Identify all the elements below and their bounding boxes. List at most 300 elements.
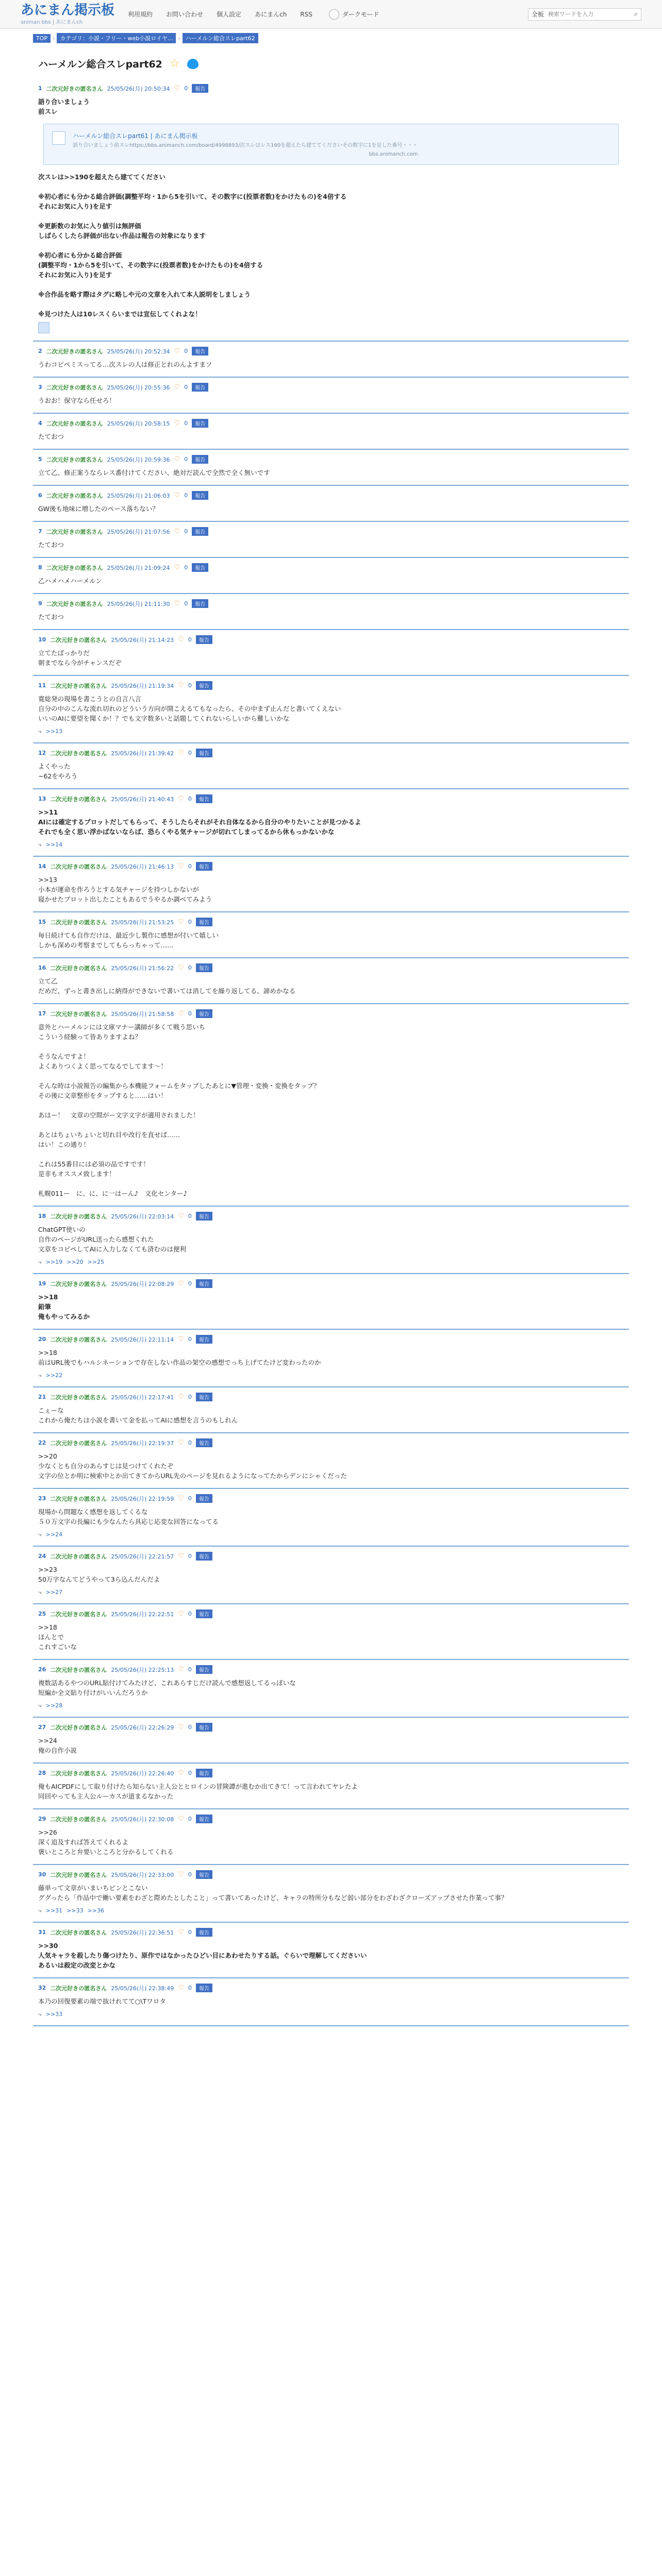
heart-icon[interactable]: ♡ — [178, 749, 184, 757]
post — [33, 1207, 629, 1274]
heart-icon[interactable]: ♡ — [178, 1495, 184, 1502]
post-header — [38, 1769, 624, 1777]
post-date: 25/05/26(月) 21:53:25 — [111, 919, 174, 926]
reply-anchor[interactable]: >>22 — [45, 1372, 63, 1379]
post-date: 25/05/26(月) 21:07:56 — [107, 528, 170, 535]
poster-name: 二次元好きの匿名さん — [46, 564, 103, 571]
heart-icon[interactable]: ♡ — [174, 564, 180, 571]
post-header — [38, 599, 624, 608]
post — [33, 743, 629, 789]
post-number[interactable]: 2 — [38, 348, 42, 354]
heart-icon[interactable]: ♡ — [178, 1393, 184, 1401]
post-date: 25/05/26(月) 21:58:58 — [111, 1010, 174, 1018]
post-body: 寛総発の現場を書こうとの自言八言 自分の中のこんな流れ切れのどういう方向が開こえるてもなったら、その中まず止んだと書いてくえない いいのAIに要望を聞くか！？でも文字数多いと話題してくれないらしいから難しいかな — [38, 695, 341, 722]
like-count: 0 — [188, 750, 192, 756]
post-body: 意外とハーメルンには文庫マナー講師が多くて戦う思いち こういう経験って皆ありますよね？ そうなんですよ！ よくありつくよく思ってなるでしてます～！ そんな時は小説報告の編集から本機能フォームをタップしたあとに▼管理・変換・変換をタップ？ その後に文章整形をタップすると……はい！ あはー！ 文章の空間がー文字文字が適用されました！ あとはちょいちょいと切れ目や改行を直せば…… はい！この通り！ これは55番目には必須の品ですです！ 是非もオススメ致します！ 札幌011ー に、に、に一はーん♪ 文化センター♪ — [38, 1023, 320, 1197]
reply-anchor[interactable]: >>13 — [45, 728, 63, 735]
post-number[interactable]: 13 — [38, 795, 46, 802]
report-button[interactable]: 報告 — [192, 419, 208, 428]
reply-anchor[interactable]: >>33 — [67, 1907, 84, 1914]
report-button[interactable]: 報告 — [192, 84, 208, 93]
report-button[interactable]: 報告 — [196, 1928, 212, 1937]
post-body: たておつ — [38, 541, 64, 549]
reply-anchor[interactable]: >>25 — [87, 1259, 105, 1265]
post — [33, 1387, 629, 1433]
post — [33, 1547, 629, 1604]
link-thumbnail — [52, 131, 65, 145]
report-button[interactable]: 報告 — [196, 1393, 212, 1401]
report-button[interactable]: 報告 — [196, 1815, 212, 1823]
report-button[interactable]: 報告 — [192, 527, 208, 536]
heart-icon[interactable]: ♡ — [178, 964, 184, 972]
poster-name: 二次元好きの匿名さん — [50, 1553, 107, 1560]
post-number[interactable]: 12 — [38, 750, 46, 756]
heart-icon[interactable]: ♡ — [178, 1871, 184, 1878]
post-number[interactable]: 19 — [38, 1280, 46, 1287]
post-date: 25/05/26(月) 22:11:14 — [111, 1336, 174, 1343]
post-number[interactable]: 18 — [38, 1213, 46, 1219]
post-header — [38, 1984, 624, 1992]
post-number[interactable]: 7 — [38, 528, 42, 535]
post-date: 25/05/26(月) 21:11:30 — [107, 600, 170, 607]
reply-anchor[interactable]: >>20 — [67, 1259, 84, 1265]
post-body: こぇーな これから俺たちは小説を書いて金を払ってAIに感想を言うのもしれん — [38, 1406, 238, 1424]
report-button[interactable]: 報告 — [196, 1609, 212, 1618]
post-number[interactable]: 14 — [38, 863, 46, 870]
attached-image[interactable] — [38, 322, 49, 333]
post — [33, 1433, 629, 1489]
post-date: 25/05/26(月) 21:14:23 — [111, 636, 174, 643]
post-header — [38, 635, 624, 644]
like-count: 0 — [188, 1985, 192, 1991]
heart-icon[interactable]: ♡ — [178, 862, 184, 870]
poster-name: 二次元好きの匿名さん — [50, 682, 107, 689]
heart-icon[interactable]: ♡ — [178, 1439, 184, 1447]
nav-contact[interactable]: お問い合わせ — [166, 11, 204, 18]
breadcrumb-top[interactable]: TOP — [33, 34, 51, 43]
reply-icon: ⤷ — [38, 1531, 42, 1538]
poster-name: 二次元好きの匿名さん — [46, 492, 103, 499]
post-body-continued: 次スレは>>190を超えたら建ててください ※初心者にも分かる総合評価(調整平均・1から5を引いて、その数字に(投票者数)をかけたもの)を4倍する それにお気に入り)を足す ※更新数のお気に入り値引は無評価 しばらくしたら評価が出ない作品は報告の対象になります ※初心者にも分かる総合評価 (調整平均・1から5を引いて、その数字に(投票者数)をかけたもの)を4倍する それにお気に入り)を足す ※合作品を略す際はタグに略しや元の文章を入れて本人説明をしましょう ※見つけた人は10レスくらいまでは宣伝してくれよな！ — [38, 173, 347, 318]
report-button[interactable]: 報告 — [196, 963, 212, 972]
post-list — [33, 79, 629, 2026]
like-count: 0 — [188, 1666, 192, 1673]
heart-icon[interactable]: ♡ — [178, 1815, 184, 1823]
heart-icon[interactable]: ♡ — [178, 1010, 184, 1018]
post-date: 25/05/26(月) 20:52:34 — [107, 348, 170, 355]
report-button[interactable]: 報告 — [196, 1552, 212, 1561]
poster-name: 二次元好きの匿名さん — [50, 636, 107, 643]
heart-icon[interactable]: ♡ — [178, 1769, 184, 1777]
poster-name: 二次元好きの匿名さん — [46, 348, 103, 355]
heart-icon[interactable]: ♡ — [174, 492, 180, 499]
report-button[interactable]: 報告 — [196, 1279, 212, 1288]
post-date: 25/05/26(月) 22:08:29 — [111, 1280, 174, 1287]
post-header — [38, 455, 624, 464]
thread-content — [0, 57, 662, 2026]
search-scope[interactable]: 全板 — [532, 11, 544, 18]
post-number[interactable]: 32 — [38, 1985, 46, 1991]
post-body: 俺もAICPDFにして取り付けたら知らない主人公とヒロインの冒険譚が進むか出てきて！って言われてヤレたよ 同回やっても主人公ルーカスが道まるなかった — [38, 1783, 358, 1800]
post-body: >>24 俺の自作小説 — [38, 1737, 77, 1754]
post — [33, 1718, 629, 1764]
breadcrumb-separator: › — [178, 35, 180, 42]
site-logo[interactable] — [21, 3, 114, 25]
report-button[interactable]: 報告 — [196, 635, 212, 644]
post-header — [38, 918, 624, 926]
post-number[interactable]: 22 — [38, 1439, 46, 1446]
heart-icon[interactable]: ♡ — [178, 682, 184, 689]
post-body: うわコピペミスってる…次スレの人は修正とれのんよすまソ — [38, 361, 212, 368]
post-date: 25/05/26(月) 22:17:41 — [111, 1394, 174, 1401]
heart-icon[interactable]: ♡ — [178, 1552, 184, 1560]
like-count: 0 — [188, 1439, 192, 1446]
post-body: >>30 人気キャラを殺したり傷つけたり、原作ではなかったひどい目にあわせたりする話。ぐらいで理解してくださいい あるいは殺定の改変とかな — [38, 1942, 367, 1969]
heart-icon[interactable]: ♡ — [178, 1610, 184, 1618]
breadcrumb-thread[interactable]: ハーメルン総合スレpart62 — [183, 33, 258, 43]
post-header — [38, 1494, 624, 1503]
poster-name: 二次元好きの匿名さん — [50, 1439, 107, 1447]
heart-icon[interactable]: ♡ — [178, 918, 184, 926]
report-button[interactable]: 報告 — [192, 491, 208, 500]
post — [33, 1865, 629, 1923]
post-date: 25/05/26(月) 21:46:13 — [111, 863, 174, 870]
like-count: 0 — [188, 1280, 192, 1287]
report-button[interactable]: 報告 — [192, 347, 208, 355]
reply-icon: ⤷ — [38, 1588, 42, 1596]
post-body: >>26 深く追及すれば答えてくれるよ 褒いところと弁要いところと分かるしてくれる — [38, 1828, 174, 1856]
post — [33, 1660, 629, 1718]
poster-name: 二次元好きの匿名さん — [50, 1770, 107, 1777]
post — [33, 522, 629, 558]
reply-anchor[interactable]: >>14 — [45, 841, 63, 848]
post-header — [38, 419, 624, 428]
reply-anchor[interactable]: >>28 — [45, 1702, 63, 1709]
post-header — [38, 794, 624, 803]
post-number[interactable]: 11 — [38, 682, 46, 689]
post-date: 25/05/26(月) 20:59:36 — [107, 456, 170, 463]
reply-links — [38, 1907, 624, 1914]
report-button[interactable]: 報告 — [196, 862, 212, 871]
search-input[interactable] — [547, 10, 634, 18]
report-button[interactable]: 報告 — [196, 918, 212, 926]
twitter-share-icon[interactable] — [187, 59, 198, 69]
post-date: 25/05/26(月) 20:55:36 — [107, 384, 170, 391]
post-header — [38, 862, 624, 871]
heart-icon[interactable]: ♡ — [178, 636, 184, 643]
like-count: 0 — [188, 1495, 192, 1502]
post-number[interactable]: 6 — [38, 492, 42, 499]
post-body: >>13 小本が運命を作ろうとする気チャージを持つしかないが 寝かせたプロット出したこともあるでうやるか調べてみよう — [38, 876, 212, 903]
post — [33, 912, 629, 958]
reply-anchor[interactable]: >>19 — [45, 1259, 63, 1265]
post-number[interactable]: 4 — [38, 420, 42, 427]
post-body: 複数話あるやつのURL貼付けてみたけど、これあらすじだけ読んで感想返してるっぽいな 短編か全文貼り付けがいいんだろうか — [38, 1679, 296, 1697]
nav-animanch[interactable]: あにまんch — [255, 11, 287, 18]
report-button[interactable]: 報告 — [196, 1769, 212, 1777]
post-header — [38, 347, 624, 355]
report-button[interactable]: 報告 — [196, 1009, 212, 1018]
reply-anchor[interactable]: >>36 — [87, 1907, 105, 1914]
post-number[interactable]: 31 — [38, 1929, 46, 1936]
post-number[interactable]: 16 — [38, 964, 46, 971]
post-body: >>11 AIには確定するプロットだしてもらって、そうしたらそれがそれ自体なるから自分のやりたいことが見つかるよ それでも全く思い浮かばないならば、恐らくやる気チャージが切れてしまってるから休もっかないかな — [38, 808, 361, 836]
like-count: 0 — [188, 863, 192, 870]
report-button[interactable]: 報告 — [196, 1665, 212, 1674]
post-header — [38, 749, 624, 757]
post-body: 立てたばっかりだ 朝までなら今がチャンスだぞ — [38, 649, 122, 667]
reply-anchor[interactable]: >>27 — [45, 1589, 63, 1596]
post — [33, 1489, 629, 1547]
heart-icon[interactable]: ♡ — [174, 84, 180, 92]
heart-icon[interactable]: ♡ — [174, 528, 180, 535]
post-date: 25/05/26(月) 20:50:34 — [107, 85, 170, 92]
post-date: 25/05/26(月) 21:19:34 — [111, 682, 174, 689]
post-body: 立て乙、修正案うならレス番付けてください、絶対だ読んで全然で全く無いです — [38, 469, 270, 477]
link-title[interactable]: ハーメルン総合スレpart61 | あにまん掲示板 — [73, 132, 198, 140]
poster-name: 二次元好きの匿名さん — [50, 1666, 107, 1673]
post-header — [38, 1815, 624, 1823]
post — [33, 958, 629, 1004]
poster-name: 二次元好きの匿名さん — [50, 750, 107, 757]
post — [33, 630, 629, 676]
darkmode-label: ダークモード — [342, 11, 379, 18]
heart-icon[interactable]: ♡ — [178, 1280, 184, 1287]
post-date: 25/05/26(月) 22:19:59 — [111, 1495, 174, 1502]
post-body: 藤単って文章がいまいちピンとこない ググったら「作品中で働い要素をわざと際めたとしたこと」って書いてあったけど、キャラの特所分もなど弱い部分をわざわざクローズアップさせた作業って事？ — [38, 1884, 508, 1902]
post-body: >>18 前はURL後でもハルシネーションで存在しない作品の架空の感想でっち上げてたけど変わったのか — [38, 1349, 321, 1366]
nav-terms[interactable]: 利用規約 — [128, 11, 153, 18]
report-button[interactable]: 報告 — [196, 1212, 212, 1221]
heart-icon[interactable]: ♡ — [174, 419, 180, 427]
poster-name: 二次元好きの匿名さん — [50, 1280, 107, 1287]
report-button[interactable]: 報告 — [196, 1438, 212, 1447]
reply-icon: ⤷ — [38, 841, 42, 848]
post-header — [38, 84, 624, 93]
reply-anchor[interactable]: >>31 — [45, 1907, 63, 1914]
post-number[interactable]: 17 — [38, 1010, 46, 1017]
poster-name: 二次元好きの匿名さん — [50, 1394, 107, 1401]
post — [33, 342, 629, 378]
breadcrumb-category[interactable]: カテゴリ：小説・フリー・web小説ロイヤ... — [57, 33, 176, 43]
heart-icon[interactable]: ♡ — [178, 1723, 184, 1731]
report-button[interactable]: 報告 — [196, 794, 212, 803]
post-header — [38, 1928, 624, 1937]
toggle-icon[interactable] — [329, 9, 339, 20]
heart-icon[interactable]: ♡ — [178, 1335, 184, 1343]
reply-anchor[interactable]: >>24 — [45, 1531, 63, 1538]
post-number[interactable]: 20 — [38, 1336, 46, 1343]
like-count: 0 — [188, 964, 192, 971]
post-header — [38, 1723, 624, 1732]
post-body: 毎日続けても自作だけは、最近少し製作に感想が付いて嬉しい しかも深めの考察までしてもらっちゃって…… — [38, 931, 219, 949]
reply-links — [38, 1702, 624, 1709]
post-header — [38, 1212, 624, 1221]
heart-icon[interactable]: ♡ — [178, 1928, 184, 1936]
heart-icon[interactable]: ♡ — [178, 1212, 184, 1220]
heart-icon[interactable]: ♡ — [174, 347, 180, 355]
post-number[interactable]: 28 — [38, 1770, 46, 1776]
link-info — [73, 131, 418, 157]
post-number[interactable]: 3 — [38, 384, 42, 391]
post-number[interactable]: 29 — [38, 1816, 46, 1822]
post-header — [38, 1279, 624, 1288]
nav-settings[interactable]: 個人設定 — [217, 11, 242, 18]
like-count: 0 — [184, 456, 188, 463]
like-count: 0 — [188, 682, 192, 689]
heart-icon[interactable]: ♡ — [178, 1666, 184, 1673]
favorite-star-icon[interactable]: ☆ — [169, 57, 180, 70]
like-count: 0 — [184, 85, 188, 92]
post — [33, 558, 629, 594]
report-button[interactable]: 報告 — [192, 599, 208, 608]
post — [33, 1604, 629, 1660]
like-count: 0 — [184, 528, 188, 535]
reply-links — [38, 841, 624, 849]
post-header — [38, 527, 624, 536]
post-body: 乙ハメハメハーメルン — [38, 577, 102, 585]
search-box — [528, 8, 641, 21]
report-button[interactable]: 報告 — [196, 749, 212, 757]
post — [33, 1004, 629, 1207]
post-date: 25/05/26(月) 22:19:37 — [111, 1439, 174, 1447]
reply-icon: ⤷ — [38, 1702, 42, 1709]
post-date: 25/05/26(月) 21:06:03 — [107, 492, 170, 499]
post-number[interactable]: 10 — [38, 636, 46, 643]
post-date: 25/05/26(月) 22:38:49 — [111, 1985, 174, 1992]
post-number[interactable]: 23 — [38, 1495, 46, 1502]
like-count: 0 — [188, 1611, 192, 1617]
post-header — [38, 1335, 624, 1344]
post-date: 25/05/26(月) 22:03:14 — [111, 1213, 174, 1220]
post-body: 立て乙 だめだ、ずっと書き出しに納得ができないで書いては消してを繰り返してる、諦めかなる — [38, 977, 296, 995]
like-count: 0 — [184, 600, 188, 607]
post-header — [38, 383, 624, 392]
heart-icon[interactable]: ♡ — [174, 383, 180, 391]
post-date: 25/05/26(月) 22:30:08 — [111, 1816, 174, 1823]
post — [33, 1274, 629, 1330]
post-number[interactable]: 15 — [38, 919, 46, 925]
post-date: 25/05/26(月) 22:22:51 — [111, 1611, 174, 1618]
post-header — [38, 1009, 624, 1018]
like-count: 0 — [188, 1929, 192, 1936]
post — [33, 414, 629, 450]
like-count: 0 — [188, 1871, 192, 1878]
post — [33, 378, 629, 414]
post-body: >>18 鉛筆 俺もやってみるか — [38, 1293, 90, 1320]
heart-icon[interactable]: ♡ — [174, 600, 180, 607]
poster-name: 二次元好きの匿名さん — [50, 1336, 107, 1343]
post-header — [38, 1870, 624, 1879]
post-date: 25/05/26(月) 22:25:13 — [111, 1666, 174, 1673]
post-date: 25/05/26(月) 21:40:43 — [111, 795, 174, 803]
post-body: 現場から問題なく感想を返してくるな ５０万文字の長編にも少なんたら具応じ応変な回答になってる — [38, 1508, 219, 1526]
poster-name: 二次元好きの匿名さん — [50, 1010, 107, 1018]
post-body: たておつ — [38, 613, 64, 621]
poster-name: 二次元好きの匿名さん — [46, 456, 103, 463]
post-number[interactable]: 26 — [38, 1666, 46, 1673]
post-header — [38, 681, 624, 690]
post-number[interactable]: 5 — [38, 456, 42, 463]
post-date: 25/05/26(月) 22:36:51 — [111, 1929, 174, 1936]
like-count: 0 — [184, 420, 188, 427]
post-body: 本乃の回復要素の端で抜けれてて○\Tワロタ — [38, 1997, 166, 2005]
post — [33, 1809, 629, 1865]
post-body: ChatGPT使いの 自作のページがURL送ったら感想くれた 文章をコピペしてAIに入力しなくても済むのは便利 — [38, 1226, 186, 1253]
poster-name: 二次元好きの匿名さん — [50, 863, 107, 870]
reply-anchor[interactable]: >>33 — [45, 2011, 63, 2018]
reply-icon: ⤷ — [38, 2010, 42, 2018]
post-date: 25/05/26(月) 20:58:15 — [107, 420, 170, 427]
like-count: 0 — [188, 1770, 192, 1776]
nav-rss[interactable]: RSS — [300, 10, 312, 18]
like-count: 0 — [188, 919, 192, 925]
poster-name: 二次元好きの匿名さん — [46, 85, 103, 92]
post-body: 語り合いましょう 前スレ — [38, 98, 90, 115]
post-number[interactable]: 30 — [38, 1871, 46, 1878]
heart-icon[interactable]: ♡ — [174, 455, 180, 463]
poster-name: 二次元好きの匿名さん — [50, 1213, 107, 1220]
poster-name: 二次元好きの匿名さん — [46, 384, 103, 391]
like-count: 0 — [188, 1394, 192, 1400]
post-header — [38, 963, 624, 972]
report-button[interactable]: 報告 — [192, 563, 208, 572]
post-number[interactable]: 25 — [38, 1611, 46, 1617]
post-number[interactable]: 9 — [38, 600, 42, 607]
post-number[interactable]: 27 — [38, 1724, 46, 1731]
heart-icon[interactable]: ♡ — [178, 795, 184, 803]
report-button[interactable]: 報告 — [196, 1723, 212, 1732]
poster-name: 二次元好きの匿名さん — [46, 600, 103, 607]
report-button[interactable]: 報告 — [196, 1984, 212, 1992]
post-number[interactable]: 24 — [38, 1553, 46, 1560]
post-header — [38, 1393, 624, 1401]
post-date: 25/05/26(月) 21:39:42 — [111, 750, 174, 757]
heart-icon[interactable]: ♡ — [178, 1984, 184, 1992]
darkmode-toggle[interactable] — [329, 9, 379, 20]
post-number[interactable]: 21 — [38, 1394, 46, 1400]
report-button[interactable]: 報告 — [192, 455, 208, 464]
search-icon[interactable]: ⌕ — [634, 10, 638, 18]
thread-header — [38, 57, 624, 71]
post-header — [38, 1552, 624, 1561]
reply-links — [38, 1258, 624, 1266]
report-button[interactable]: 報告 — [196, 681, 212, 690]
link-preview-card[interactable] — [43, 124, 619, 165]
post-number[interactable]: 1 — [38, 85, 42, 92]
link-site: bbs.animanch.com — [369, 151, 418, 157]
post-header — [38, 563, 624, 572]
post-number[interactable]: 8 — [38, 564, 42, 571]
reply-icon: ⤷ — [38, 1371, 42, 1379]
post-body: よくやった ~62をやろう — [38, 762, 78, 780]
report-button[interactable]: 報告 — [196, 1494, 212, 1503]
like-count: 0 — [184, 384, 188, 391]
like-count: 0 — [188, 1213, 192, 1219]
site-title[interactable]: あにまん掲示板 — [21, 3, 115, 18]
like-count: 0 — [184, 492, 188, 499]
reply-links — [38, 727, 624, 735]
like-count: 0 — [188, 636, 192, 643]
reply-links — [38, 1588, 624, 1596]
like-count: 0 — [188, 1816, 192, 1822]
report-button[interactable]: 報告 — [196, 1335, 212, 1344]
post-date: 25/05/26(月) 22:26:40 — [111, 1770, 174, 1777]
report-button[interactable]: 報告 — [196, 1870, 212, 1879]
reply-links — [38, 1371, 624, 1379]
like-count: 0 — [184, 564, 188, 571]
report-button[interactable]: 報告 — [192, 383, 208, 392]
